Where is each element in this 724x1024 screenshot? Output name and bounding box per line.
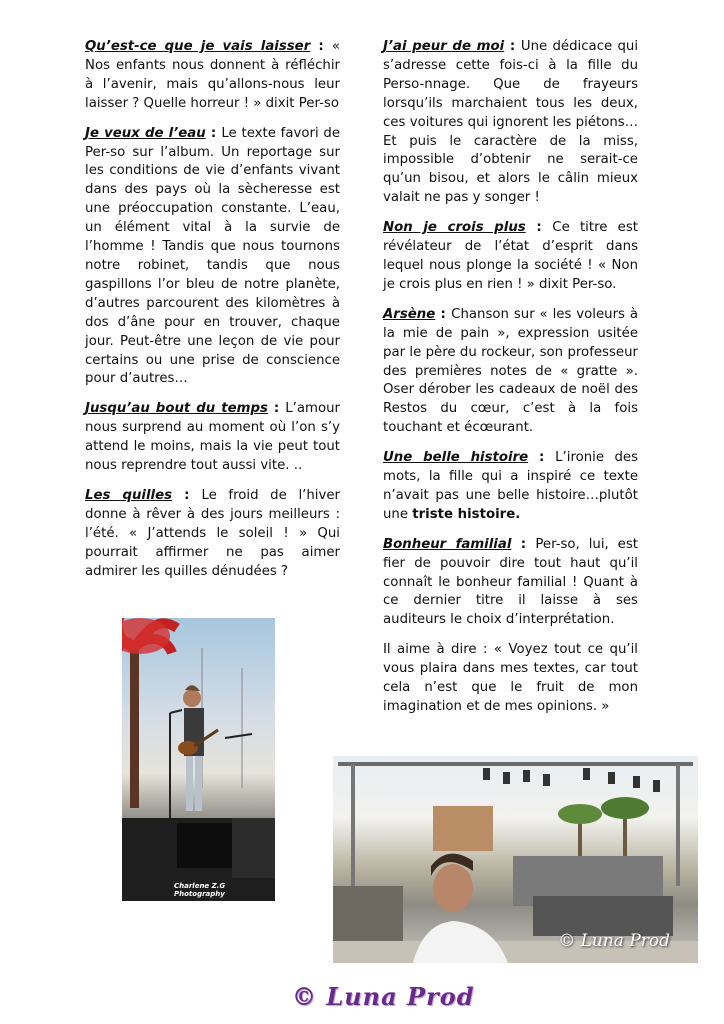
song-title: Arsène <box>383 306 436 322</box>
separator: : <box>511 536 536 552</box>
song-title: J’ai peur de moi <box>383 39 505 54</box>
song-entry <box>85 487 340 582</box>
song-entry <box>383 219 638 295</box>
separator: : <box>267 401 286 417</box>
song-entry <box>85 400 340 476</box>
concert-photo-singer <box>122 618 275 901</box>
right-column <box>383 38 638 728</box>
song-title: Je veux de l’eau <box>85 125 206 141</box>
song-title: Qu’est-ce que je vais laisser <box>85 39 311 54</box>
song-entry <box>383 38 638 208</box>
closing-paragraph: Il aime à dire : « Voyez tout ce qu’il vous plaira dans mes textes, car tout cela n’est que le fruit de mon imagination et de mes opinions. » <box>383 642 638 714</box>
photo-credit: © Luna Prod <box>558 931 670 951</box>
song-description: Le froid de l’hiver donne à rêver à des jours meilleurs : l’été. « J’attends le soleil ! » Qui pourrait affirmer ne pas aimer admirer les quilles dénudées ? <box>85 487 340 579</box>
song-description: Per-so, lui, est fier de pouvoir dire tout haut qu’il connaît le bonheur familial ! Quant à ce dernier titre il laisse à ses auditeurs le choix d’interprétation. <box>383 536 638 628</box>
song-entry <box>383 536 638 631</box>
song-description: « Nos enfants nous donnent à réfléchir à l’avenir, mais qu’allons-nous leur laisser ? Quelle horreur ! » dixit Per-so <box>85 39 340 111</box>
photo-credit: Charlene Z.G Photography <box>174 882 226 898</box>
separator: : <box>525 220 553 236</box>
song-entry <box>383 306 638 438</box>
song-title: Jusqu’au bout du temps <box>85 401 268 417</box>
song-title: Une belle histoire <box>383 450 529 466</box>
song-title: Les quilles <box>85 487 173 503</box>
song-description: Une dédicace qui s’adresse cette fois-ci à la fille du Perso-nnage. Que de frayeurs lorsqu’ils marchaient tous les deux, ces voitures qui ignorent les piétons… Et puis le caractère de la miss, impossible d’obtenir ne serait-ce qu’un bisou, et alors le câlin mieux valait ne pas y songer ! <box>383 39 639 206</box>
song-entry <box>85 38 340 114</box>
separator: : <box>205 125 222 141</box>
separator: : <box>435 306 452 322</box>
song-description: Ce titre est révélateur de l’état d’esprit dans lequel nous plonge la société ! « Non je crois plus en rien ! » dixit Per-so. <box>383 220 638 292</box>
left-column <box>85 38 340 592</box>
song-description: L’amour nous surprend au moment où l’on s’y attend le moins, mais la vie peut tout nous reprendre tout aussi vite. .. <box>85 401 340 474</box>
separator: : <box>310 39 332 54</box>
song-title: Bonheur familial <box>383 536 512 552</box>
song-description: Le texte favori de Per-so sur l’album. Un reportage sur les conditions de vie d’enfants vivant dans des pays où la sècheresse est une préoccupation constante. L’eau, un élément vital à la survie de l’homme ! Tandis que nous tournons notre robinet, tandis que nous gaspillons l’or bleu de notre planète, d’autres parcourent des kilomètres à dos d’âne pour en trouver, chaque jour. Peut-être une leçon de vie pour certains ou une prise de conscience pour d’autres… <box>85 125 341 387</box>
concert-photo-singer-illustration <box>122 618 275 901</box>
song-entry <box>383 449 638 525</box>
song-entry <box>85 125 340 390</box>
song-description: Chanson sur « les voleurs à la mie de pain », expression usitée par le père du rockeur, son professeur des premières notes de « gratte ». Oser dérober les cadeaux de noël des Restos du cœur, c’est à la fois touchant et écœurant. <box>383 306 638 436</box>
separator: : <box>504 39 521 54</box>
song-description: L’ironie des mots, la fille qui a inspiré ce texte n’avait pas une belle histoire…plutôt une <box>383 450 639 522</box>
concert-photo-stage-setup <box>333 756 698 963</box>
separator: : <box>172 487 202 503</box>
song-title: Non je crois plus <box>383 220 526 236</box>
song-description-emphasis: triste histoire. <box>412 506 521 522</box>
separator: : <box>528 450 556 466</box>
footer-logo: © Luna Prod <box>292 982 475 1011</box>
